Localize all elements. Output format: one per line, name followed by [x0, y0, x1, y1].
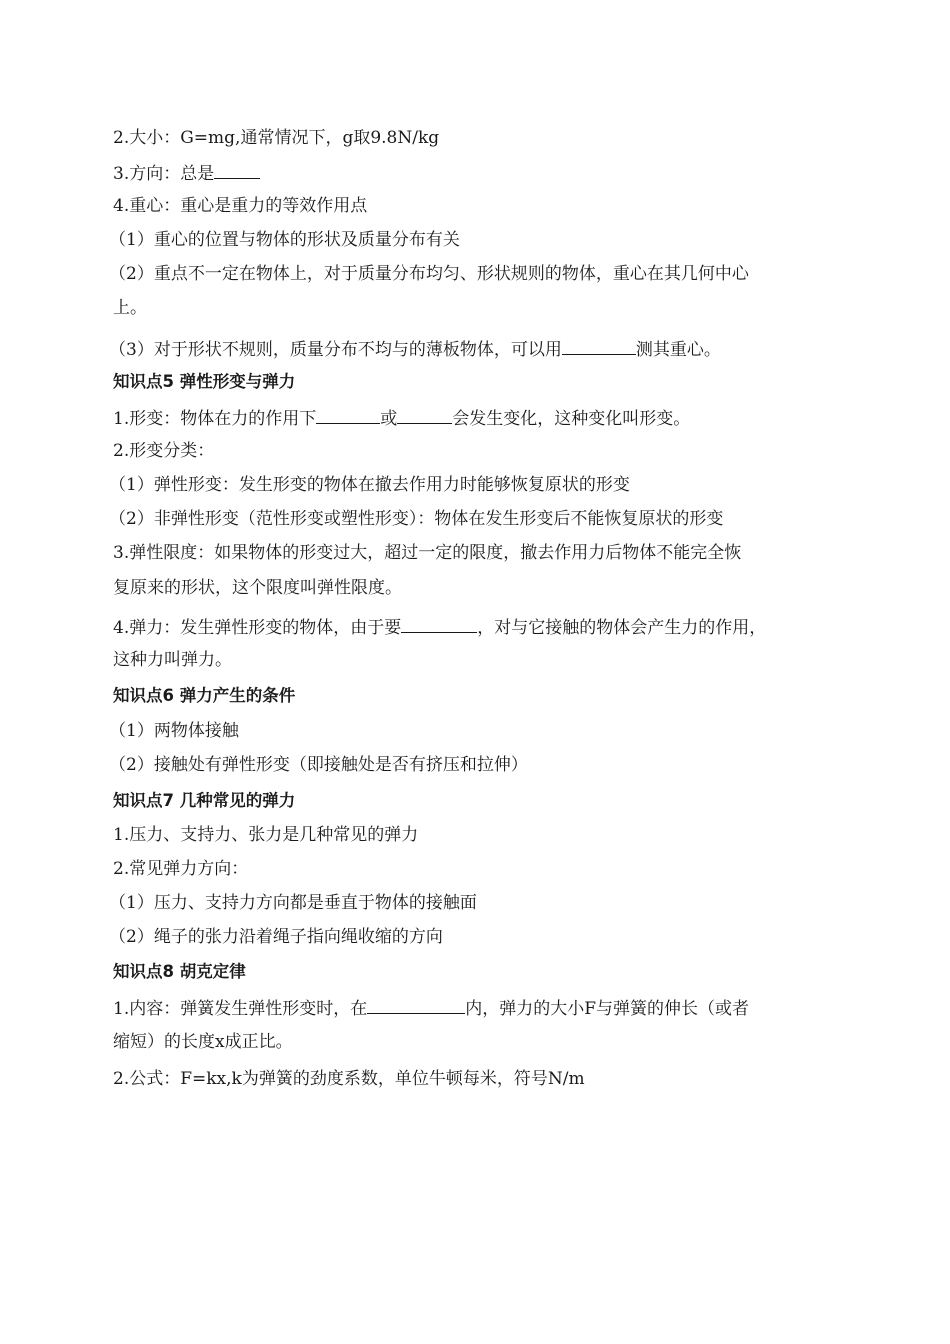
text: 3.方向：总是 — [113, 164, 215, 184]
heading-text: 知识点8 胡克定律 — [113, 962, 246, 981]
plastic-deformation-item — [109, 507, 723, 531]
cog-item-3 — [109, 336, 721, 360]
text: 1.形变：物体在力的作用下 — [113, 409, 317, 429]
text: 2.大小：G=mg,通常情况下，g取9.8N/kg — [113, 128, 440, 148]
text: 2.形变分类： — [113, 441, 215, 461]
condition-item-2 — [109, 753, 528, 777]
text: 4.弹力：发生弹性形变的物体，由于要 — [113, 618, 402, 638]
condition-item-1 — [109, 719, 239, 743]
common-forces-line — [113, 823, 418, 847]
text: 2.公式：F=kx,k为弹簧的劲度系数，单位牛顿每米，符号N/m — [113, 1069, 585, 1089]
text: 1.内容：弹簧发生弹性形变时，在 — [113, 999, 368, 1019]
elastic-force-line — [113, 614, 766, 638]
heading-text: 知识点5 弹性形变与弹力 — [113, 372, 296, 391]
section-heading-5 — [113, 370, 295, 394]
direction-item-2 — [109, 925, 443, 949]
text: 复原来的形状，这个限度叫弹性限度。 — [113, 578, 402, 598]
text: （2）重点不一定在物体上，对于质量分布均匀、形状规则的物体，重心在其几何中心 — [109, 264, 749, 284]
text: （2）非弹性形变（范性形变或塑性形变）：物体在发生形变后不能恢复原状的形变 — [109, 509, 724, 529]
text: 或 — [380, 409, 398, 429]
elastic-limit-line — [113, 541, 741, 565]
gravity-magnitude-line — [113, 126, 439, 150]
text: 测其重心。 — [635, 340, 721, 360]
text: 4.重心：重心是重力的等效作用点 — [113, 196, 368, 216]
text: 1.压力、支持力、张力是几种常见的弹力 — [113, 825, 419, 845]
deformation-types-line — [113, 439, 214, 463]
text: 3.弹性限度：如果物体的形变过大，超过一定的限度，撤去作用力后物体不能完全恢 — [113, 543, 742, 563]
gravity-direction-line — [113, 160, 260, 184]
text: ，对与它接触的物体会产生力的作用， — [477, 618, 767, 638]
hooke-content-line — [113, 995, 749, 1019]
center-of-gravity-line — [113, 194, 367, 218]
section-heading-6 — [113, 684, 295, 708]
heading-text: 知识点6 弹力产生的条件 — [113, 686, 296, 705]
text: 内，弹力的大小F与弹簧的伸长（或者 — [465, 999, 750, 1019]
direction-item-1 — [109, 891, 477, 915]
cog-item-2-cont — [113, 296, 147, 320]
elastic-force-cont — [113, 648, 232, 672]
elastic-deformation-item — [109, 473, 630, 497]
section-heading-7 — [113, 789, 295, 813]
text: （1）弹性形变：发生形变的物体在撤去作用力时能够恢复原状的形变 — [109, 475, 630, 495]
text: （1）压力、支持力方向都是垂直于物体的接触面 — [109, 893, 477, 913]
text: （2）绳子的张力沿着绳子指向绳收缩的方向 — [109, 927, 443, 947]
text: （1）重心的位置与物体的形状及质量分布有关 — [109, 230, 460, 250]
text: 2.常见弹力方向： — [113, 859, 249, 879]
fill-blank[interactable] — [397, 405, 452, 424]
hooke-content-cont — [113, 1030, 293, 1054]
force-direction-line — [113, 857, 248, 881]
text: 会发生变化，这种变化叫形变。 — [452, 409, 691, 429]
text: （2）接触处有弹性形变（即接触处是否有挤压和拉伸） — [109, 755, 528, 775]
text: （1）两物体接触 — [109, 721, 239, 741]
fill-blank[interactable] — [214, 160, 260, 179]
fill-blank[interactable] — [562, 336, 636, 355]
cog-item-1 — [109, 228, 460, 252]
text: 这种力叫弹力。 — [113, 650, 232, 670]
fill-blank[interactable] — [367, 995, 465, 1014]
hooke-formula-line — [113, 1067, 585, 1091]
cog-item-2 — [109, 262, 749, 286]
heading-text: 知识点7 几种常见的弹力 — [113, 791, 296, 810]
text: 缩短）的长度x成正比。 — [113, 1032, 293, 1052]
deformation-line — [113, 405, 690, 429]
section-heading-8 — [113, 960, 246, 984]
elastic-limit-cont — [113, 576, 402, 600]
text: 上。 — [113, 298, 147, 318]
text: （3）对于形状不规则，质量分布不均与的薄板物体，可以用 — [109, 340, 562, 360]
fill-blank[interactable] — [316, 405, 380, 424]
fill-blank[interactable] — [401, 614, 477, 633]
